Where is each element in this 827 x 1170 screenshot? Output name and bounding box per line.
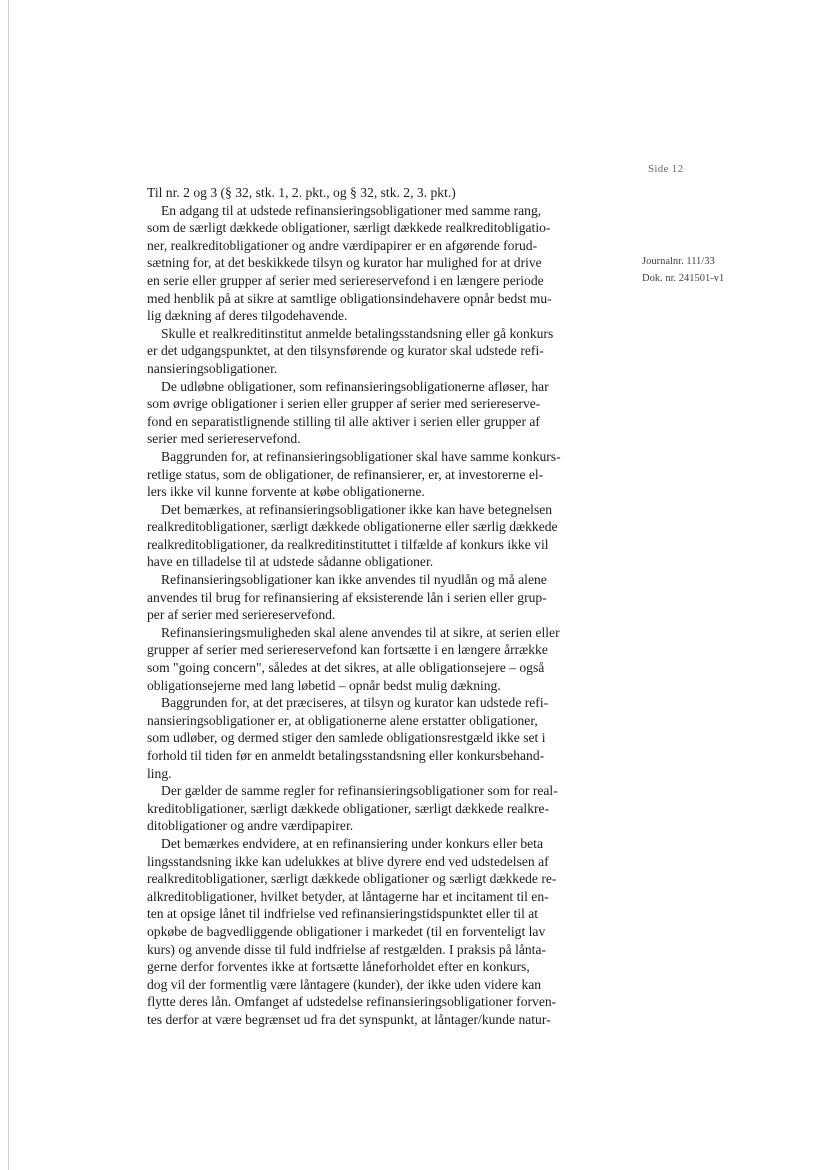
text-line: have en tilladelse til at udstede sådanne obligationer.	[147, 554, 434, 570]
page-number: Side 12	[648, 163, 684, 175]
text-line: Baggrunden for, at refinansieringsobligationer skal have samme konkurs-	[161, 448, 561, 464]
text-line: lig dækning af deres tilgodehavende.	[147, 308, 348, 324]
text-line: ner, realkreditobligationer og andre værdipapirer er en afgørende forud-	[147, 237, 538, 253]
text-line: sætning for, at det beskikkede tilsyn og kurator har mulighed for at drive	[147, 255, 542, 271]
text-line: opkøbe de bagvedliggende obligationer i markedet (til en forventeligt lav	[147, 923, 546, 939]
text-line: som "going concern", således at det sikres, at alle obligationsejere – også	[147, 660, 545, 676]
text-line: ditobligationer og andre værdipapirer.	[147, 818, 354, 834]
section-heading: Til nr. 2 og 3 (§ 32, stk. 1, 2. pkt., og § 32, stk. 2, 3. pkt.)	[147, 185, 456, 200]
scan-edge-line	[8, 0, 9, 1170]
text-line: Baggrunden for, at det præciseres, at tilsyn og kurator kan udstede refi-	[161, 695, 549, 711]
text-line: De udløbne obligationer, som refinansieringsobligationerne afløser, har	[161, 378, 549, 394]
text-line: Det bemærkes, at refinansieringsobligationer ikke kan have betegnelsen	[161, 501, 553, 517]
text-line: som øvrige obligationer i serien eller grupper af serier med seriereserve-	[147, 396, 541, 412]
text-line: alkreditobligationer, hvilket betyder, at låntagerne har et incitament til en-	[147, 888, 549, 904]
text-line: som udløber, og dermed stiger den samlede obligationsrestgæld ikke set i	[147, 730, 546, 746]
text-line: realkreditobligationer, særligt dækkede obligationer og særligt dækkede re-	[147, 871, 557, 887]
text-line: kreditobligationer, særligt dækkede obligationer, særligt dækkede realkre-	[147, 800, 550, 816]
text-line: ling.	[147, 765, 172, 781]
text-line: nansieringsobligationer er, at obligationerne alene erstatter obligationer,	[147, 712, 538, 728]
text-line: fond en separatistlignende stilling til alle aktiver i serien eller grupper af	[147, 413, 540, 429]
text-line: realkreditobligationer, særligt dækkede obligationerne eller særlig dækkede	[147, 519, 558, 535]
text-line: med henblik på at sikre at samtlige obligationsindehavere opnår bedst mu-	[147, 290, 552, 306]
text-line: per af serier med seriereservefond.	[147, 607, 336, 623]
text-line: serier med seriereservefond.	[147, 431, 301, 447]
text-line: som de særligt dækkede obligationer, særligt dækkede realkreditobligatio-	[147, 220, 551, 236]
text-line: Skulle et realkreditinstitut anmelde betalingsstandsning eller gå konkurs	[161, 325, 554, 341]
journal-number: Journalnr. 111/33	[642, 256, 715, 267]
text-line: tes derfor at være begrænset ud fra det synspunkt, at låntager/kunde natur-	[147, 1011, 551, 1027]
text-line: lingsstandsning ikke kan udelukkes at blive dyrere end ved udstedelsen af	[147, 853, 549, 869]
text-line: Refinansieringsmuligheden skal alene anvendes til at sikre, at serien eller	[161, 624, 560, 640]
text-line: forhold til tiden før en anmeldt betalingsstandsning eller konkursbehand-	[147, 748, 545, 763]
text-line: anvendes til brug for refinansiering af eksisterende lån i serien eller grup-	[147, 589, 547, 605]
text-line: Refinansieringsobligationer kan ikke anvendes til nyudlån og må alene	[161, 572, 547, 588]
text-line: gerne derfor forventes ikke at fortsætte låneforholdet efter en konkurs,	[147, 959, 530, 975]
text-line: nansieringsobligationer.	[147, 360, 278, 376]
text-line: ten at opsige lånet til indfrielse ved refinansieringstidspunktet eller til at	[147, 906, 539, 922]
text-line: dog vil der formentlig være låntagere (kunder), der ikke uden videre kan	[147, 976, 542, 992]
text-line: en serie eller grupper af serier med seriereservefond i en længere periode	[147, 272, 544, 288]
text-line: er det udgangspunktet, at den tilsynsførende og kurator skal udstede refi-	[147, 343, 544, 359]
text-line: En adgang til at udstede refinansieringsobligationer med samme rang,	[161, 202, 542, 218]
text-line: grupper af serier med seriereservefond kan fortsætte i en længere årrække	[147, 642, 548, 658]
text-line: Der gælder de samme regler for refinansieringsobligationer som for real-	[161, 783, 558, 799]
document-body	[147, 184, 607, 1029]
document-reference	[642, 253, 724, 287]
text-line: Det bemærkes endvidere, at en refinansiering under konkurs eller beta	[161, 835, 543, 851]
text-line: retlige status, som de obligationer, de refinansierer, er, at investorerne el-	[147, 466, 544, 482]
text-line: realkreditobligationer, da realkreditinstituttet i tilfælde af konkurs ikke vil	[147, 536, 549, 552]
text-line: lers ikke vil kunne forvente at købe obligationerne.	[147, 484, 425, 500]
text-line: flytte deres lån. Omfanget af udstedelse refinansieringsobligationer forven-	[147, 994, 557, 1010]
text-line: obligationsejerne med lang løbetid – opnår bedst mulig dækning.	[147, 677, 501, 693]
text-line: kurs) og anvende disse til fuld indfrielse af restgælden. I praksis på lånta-	[147, 941, 547, 957]
document-number: Dok. nr. 241501-v1	[642, 273, 725, 284]
